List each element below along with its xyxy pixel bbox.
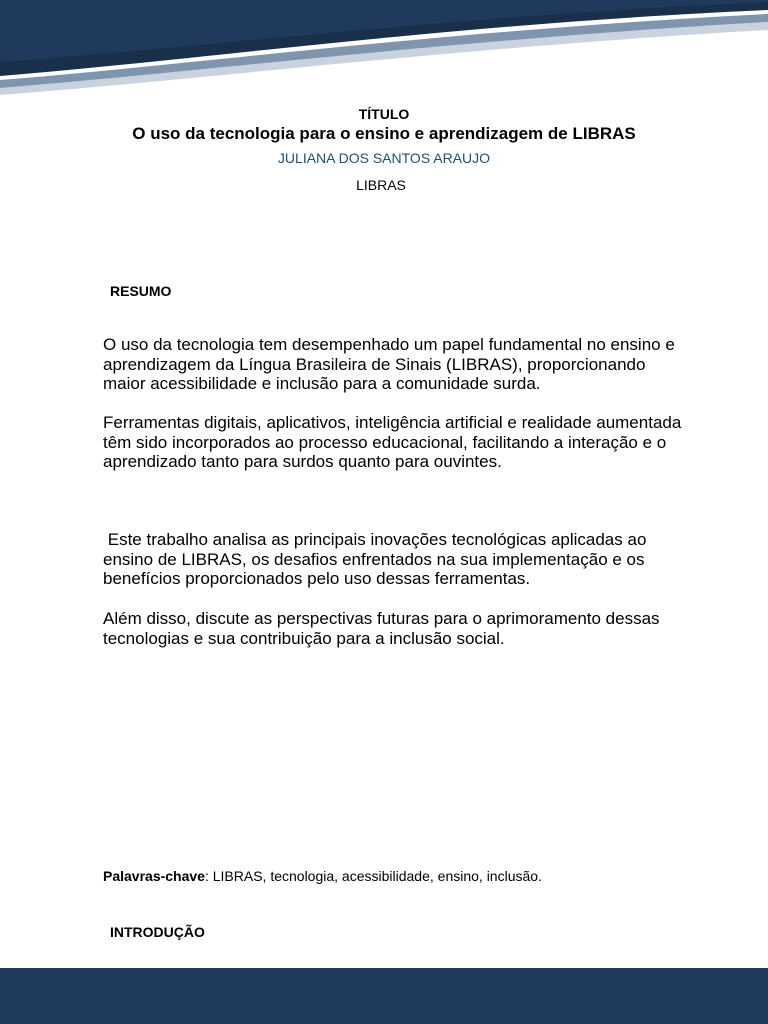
- abstract-paragraph-3: Este trabalho analisa as principais inovações tecnológicas aplicadas ao ensino de LIBRAS, os desafios enfrentados na sua implementação e os benefícios proporcionados pelo uso dessas ferramentas.: [103, 530, 652, 589]
- title-label: TÍTULO: [358, 106, 410, 122]
- introduction-heading: INTRODUÇÃO: [110, 924, 205, 940]
- abstract-paragraph-2: Ferramentas digitais, aplicativos, inteligência artificial e realidade aumentada têm sido incorporados ao processo educacional, facilitando a interação e o aprendizado tanto para surdos quanto para ouvintes.: [103, 413, 682, 472]
- keywords-values: : LIBRAS, tecnologia, acessibilidade, ensino, inclusão.: [204, 868, 542, 884]
- abstract-heading: RESUMO: [110, 283, 172, 299]
- abstract-paragraph-1: O uso da tecnologia tem desempenhado um papel fundamental no ensino e aprendizagem da Língua Brasileira de Sinais (LIBRAS), proporcionando maior acessibilidade e inclusão para a comunidade surda.: [103, 335, 675, 394]
- keywords-line: [103, 868, 542, 884]
- header-wave-banner: [0, 0, 768, 95]
- course-name: LIBRAS: [356, 177, 406, 193]
- abstract-paragraph-4: Além disso, discute as perspectivas futuras para o aprimoramento dessas tecnologias e sua contribuição para a inclusão social.: [103, 609, 660, 648]
- keywords-label: Palavras-chave: [103, 868, 205, 884]
- footer-band: [0, 968, 768, 1024]
- document-title: O uso da tecnologia para o ensino e aprendizagem de LIBRAS: [132, 124, 636, 143]
- author-name: JULIANA DOS SANTOS ARAUJO: [277, 150, 491, 166]
